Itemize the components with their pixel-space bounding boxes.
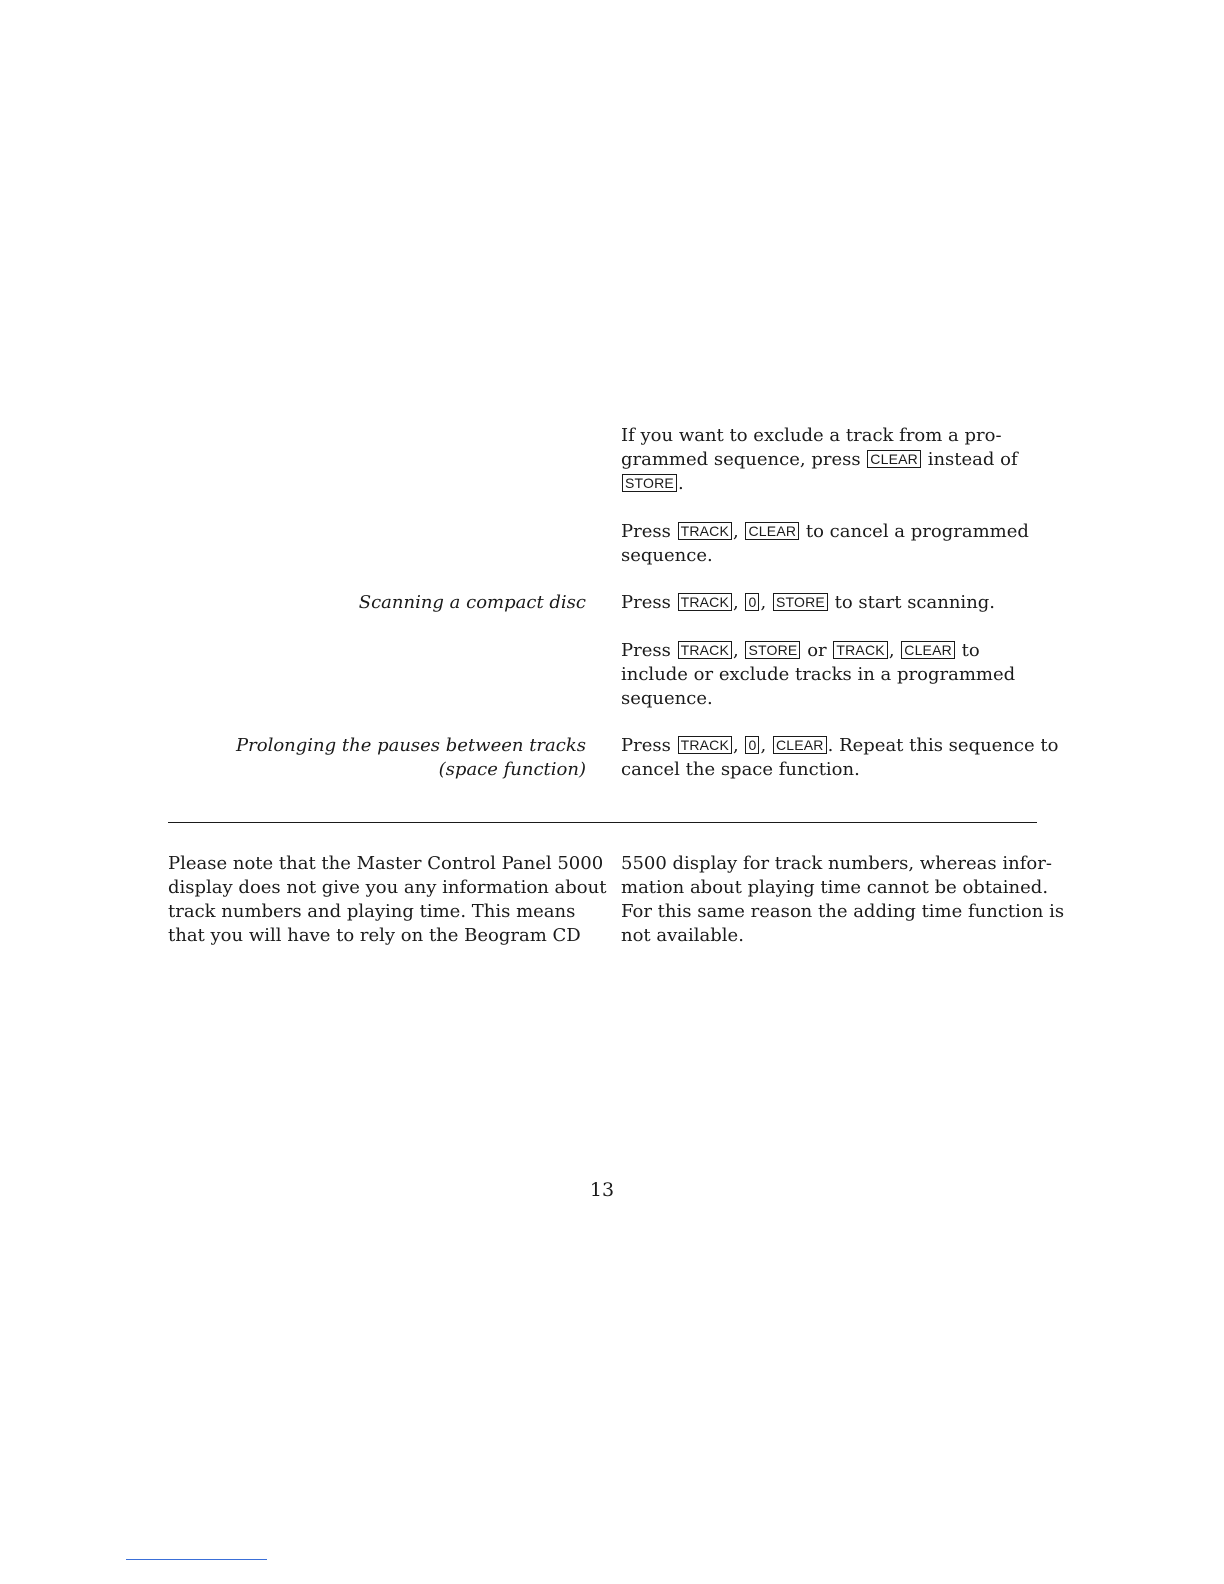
- note-left-line: track numbers and playing time. This means: [168, 901, 576, 922]
- paragraph-line: STORE .: [621, 472, 1051, 496]
- key-label-track: TRACK: [678, 593, 732, 611]
- note-right-line: For this same reason the adding time function is: [621, 901, 1065, 922]
- key-label-track: TRACK: [678, 736, 732, 754]
- key-label-clear: CLEAR: [745, 522, 799, 540]
- scanning-heading: [166, 591, 586, 615]
- note-left-line: Please note that the Master Control Panel 5000: [168, 853, 604, 874]
- note-left-line: that you will have to rely on the Beogram CD: [168, 925, 581, 946]
- section-divider: [168, 822, 1037, 823]
- note-column-left: [168, 852, 607, 948]
- key-label-0: 0: [745, 736, 759, 754]
- footer-link-underline: [126, 1559, 267, 1560]
- key-label-track: TRACK: [678, 641, 732, 659]
- scanning-paragraph: [621, 591, 1051, 615]
- paragraph-line: Press TRACK , 0 , STORE to start scanning.: [621, 592, 996, 613]
- key-label-track: TRACK: [678, 522, 732, 540]
- paragraph-line: include or exclude tracks in a programmed: [621, 664, 1016, 685]
- paragraph-line: Press TRACK , STORE or TRACK , CLEAR to: [621, 640, 980, 661]
- note-column-right: [621, 852, 1065, 948]
- cancel-sequence-paragraph: [621, 520, 1051, 568]
- paragraph-line: sequence.: [621, 545, 713, 566]
- paragraph-line: cancel the space function.: [621, 759, 860, 780]
- note-right-line: not available.: [621, 925, 744, 946]
- key-label-clear: CLEAR: [867, 450, 921, 468]
- key-label-track: TRACK: [833, 641, 887, 659]
- include-exclude-paragraph: [621, 639, 1051, 711]
- paragraph-line: grammed sequence, press CLEAR instead of: [621, 449, 1018, 470]
- paragraph-line: If you want to exclude a track from a pro-: [621, 425, 1002, 446]
- key-label-clear: CLEAR: [901, 641, 955, 659]
- space-heading-line-1: Prolonging the pauses between tracks: [236, 735, 586, 756]
- key-label-store: STORE: [773, 593, 828, 611]
- scanning-heading-text: Scanning a compact disc: [358, 592, 586, 613]
- paragraph-line: Press TRACK , 0 , CLEAR . Repeat this sequence to: [621, 735, 1059, 756]
- paragraph-line: Press TRACK , CLEAR to cancel a programmed: [621, 521, 1029, 542]
- key-label-0: 0: [745, 593, 759, 611]
- space-heading-line-2: (space function): [438, 759, 586, 780]
- note-left-line: display does not give you any information about: [168, 877, 607, 898]
- space-function-heading: [166, 734, 586, 782]
- exclude-track-paragraph: [621, 424, 1051, 496]
- page-number: 13: [589, 1179, 615, 1201]
- key-label-store: STORE: [622, 474, 677, 492]
- paragraph-line: sequence.: [621, 688, 713, 709]
- note-right-line: 5500 display for track numbers, whereas infor-: [621, 853, 1052, 874]
- note-right-line: mation about playing time cannot be obtained.: [621, 877, 1049, 898]
- key-label-clear: CLEAR: [773, 736, 827, 754]
- key-label-store: STORE: [745, 641, 800, 659]
- space-function-paragraph: [621, 734, 1059, 782]
